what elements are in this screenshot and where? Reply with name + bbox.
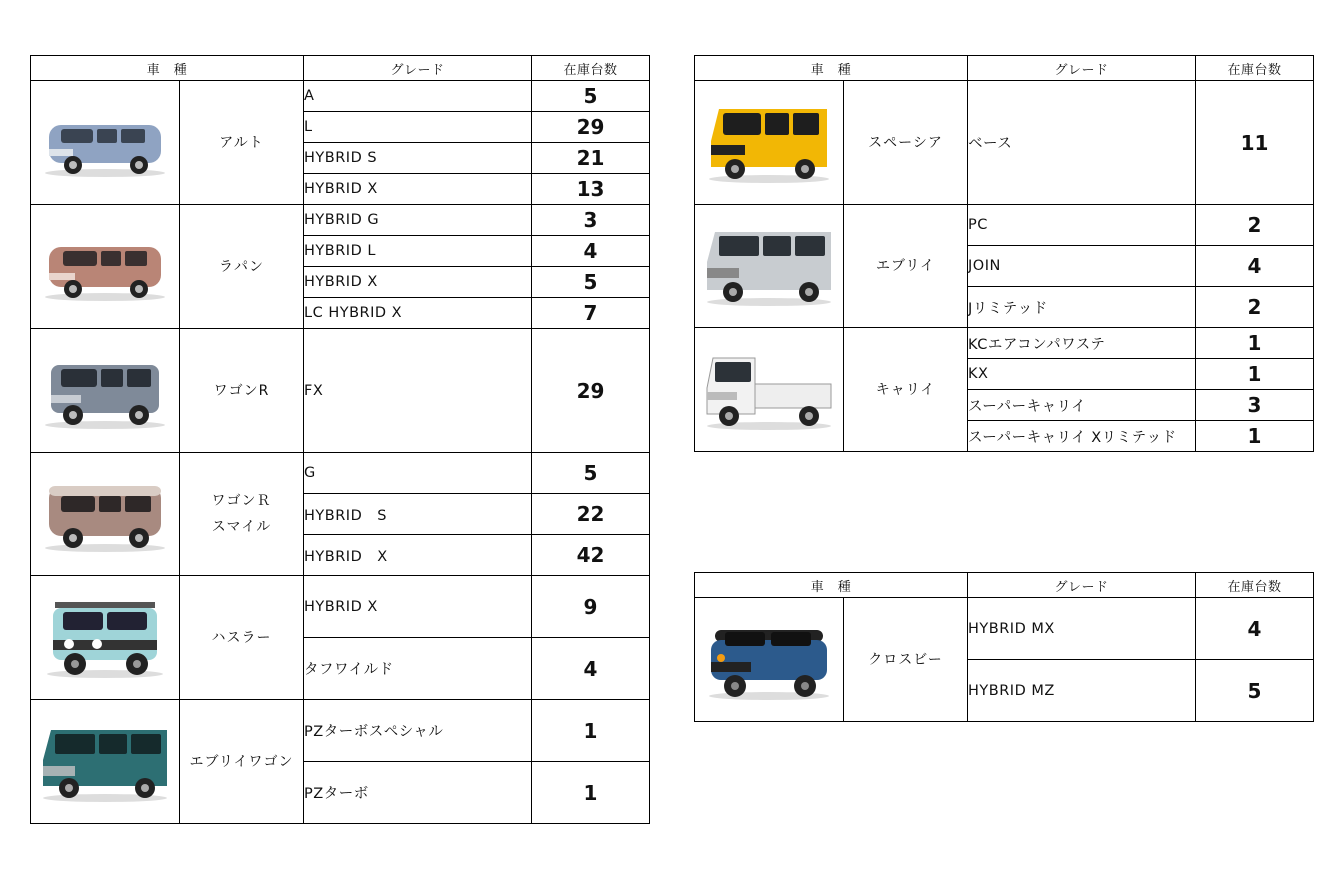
stock-count: 21 bbox=[532, 143, 650, 174]
grade-name: HYBRID X bbox=[304, 174, 532, 205]
suv-car-icon bbox=[39, 596, 171, 680]
stock-table-left bbox=[30, 55, 650, 824]
stock-count: 1 bbox=[1196, 421, 1314, 452]
model-name: ラパン bbox=[180, 205, 304, 329]
grade-name: HYBRID S bbox=[304, 494, 532, 535]
grade-name: HYBRID G bbox=[304, 205, 532, 236]
stock-table-right bbox=[694, 55, 1314, 452]
grade-name: A bbox=[304, 81, 532, 112]
grade-name: Jリミテッド bbox=[968, 287, 1196, 328]
stock-count: 1 bbox=[1196, 359, 1314, 390]
model-name: エブリイワゴン bbox=[180, 700, 304, 824]
stock-count: 3 bbox=[532, 205, 650, 236]
grade-name: HYBRID X bbox=[304, 267, 532, 298]
grade-name: FX bbox=[304, 329, 532, 453]
grade-name: スーパーキャリイ Xリミテッド bbox=[968, 421, 1196, 452]
stock-count: 5 bbox=[532, 81, 650, 112]
header-model: 車 種 bbox=[31, 56, 304, 81]
grade-name: HYBRID MX bbox=[968, 598, 1196, 660]
van-car-icon bbox=[39, 351, 171, 431]
model-name: スペーシア bbox=[844, 81, 968, 205]
grade-name: スーパーキャリイ bbox=[968, 390, 1196, 421]
car-image-spacia bbox=[695, 81, 844, 205]
header-model: 車 種 bbox=[695, 573, 968, 598]
stock-count: 7 bbox=[532, 298, 650, 329]
header-stock: 在庫台数 bbox=[532, 56, 650, 81]
car-image-lapin bbox=[31, 205, 180, 329]
van-car-icon bbox=[701, 224, 837, 308]
car-image-hustler bbox=[31, 576, 180, 700]
grade-name: HYBRID S bbox=[304, 143, 532, 174]
stock-count: 2 bbox=[1196, 287, 1314, 328]
stock-count: 42 bbox=[532, 535, 650, 576]
van-car-icon bbox=[39, 231, 171, 303]
stock-count: 11 bbox=[1196, 81, 1314, 205]
car-image-every-wagon bbox=[31, 700, 180, 824]
stock-count: 29 bbox=[532, 112, 650, 143]
grade-name: LC HYBRID X bbox=[304, 298, 532, 329]
header-grade: グレード bbox=[968, 56, 1196, 81]
grade-name: HYBRID X bbox=[304, 535, 532, 576]
suv-car-icon bbox=[701, 618, 837, 702]
grade-name: JOIN bbox=[968, 246, 1196, 287]
stock-count: 4 bbox=[532, 236, 650, 267]
grade-name: KX bbox=[968, 359, 1196, 390]
stock-count: 1 bbox=[1196, 328, 1314, 359]
model-name: アルト bbox=[180, 81, 304, 205]
car-image-every bbox=[695, 205, 844, 328]
grade-name: PZターボスペシャル bbox=[304, 700, 532, 762]
truck-icon bbox=[701, 348, 837, 432]
car-image-wagon-r bbox=[31, 329, 180, 453]
header-stock: 在庫台数 bbox=[1196, 56, 1314, 81]
grade-name: タフワイルド bbox=[304, 638, 532, 700]
model-name: キャリイ bbox=[844, 328, 968, 452]
grade-name: ベース bbox=[968, 81, 1196, 205]
stock-table-bottom-right bbox=[694, 572, 1314, 722]
stock-count: 4 bbox=[532, 638, 650, 700]
car-image-carry bbox=[695, 328, 844, 452]
grade-name: PC bbox=[968, 205, 1196, 246]
stock-count: 29 bbox=[532, 329, 650, 453]
van-car-icon bbox=[39, 107, 171, 179]
model-name bbox=[180, 453, 304, 576]
van-car-icon bbox=[703, 101, 835, 185]
model-name: クロスビー bbox=[844, 598, 968, 722]
stock-count: 2 bbox=[1196, 205, 1314, 246]
model-name: ワゴンR bbox=[180, 329, 304, 453]
car-image-xbee bbox=[695, 598, 844, 722]
stock-count: 5 bbox=[532, 453, 650, 494]
grade-name: HYBRID L bbox=[304, 236, 532, 267]
stock-count: 5 bbox=[1196, 660, 1314, 722]
stock-count: 3 bbox=[1196, 390, 1314, 421]
model-name-line: スマイル bbox=[211, 519, 272, 535]
model-name: ハスラー bbox=[180, 576, 304, 700]
stock-count: 13 bbox=[532, 174, 650, 205]
car-image-wagon-r-smile bbox=[31, 453, 180, 576]
van-car-icon bbox=[39, 474, 171, 554]
model-name: エブリイ bbox=[844, 205, 968, 328]
stock-count: 1 bbox=[532, 700, 650, 762]
stock-count: 5 bbox=[532, 267, 650, 298]
header-model: 車 種 bbox=[695, 56, 968, 81]
van-car-icon bbox=[37, 720, 173, 804]
grade-name: L bbox=[304, 112, 532, 143]
stock-count: 4 bbox=[1196, 246, 1314, 287]
header-stock: 在庫台数 bbox=[1196, 573, 1314, 598]
stock-count: 9 bbox=[532, 576, 650, 638]
model-name-line: ワゴンＲ bbox=[211, 493, 272, 509]
stock-count: 4 bbox=[1196, 598, 1314, 660]
grade-name: HYBRID MZ bbox=[968, 660, 1196, 722]
grade-name: HYBRID X bbox=[304, 576, 532, 638]
stock-count: 22 bbox=[532, 494, 650, 535]
grade-name: KCエアコンパワステ bbox=[968, 328, 1196, 359]
stock-count: 1 bbox=[532, 762, 650, 824]
car-image-alto bbox=[31, 81, 180, 205]
grade-name: G bbox=[304, 453, 532, 494]
grade-name: PZターボ bbox=[304, 762, 532, 824]
header-grade: グレード bbox=[968, 573, 1196, 598]
header-grade: グレード bbox=[304, 56, 532, 81]
